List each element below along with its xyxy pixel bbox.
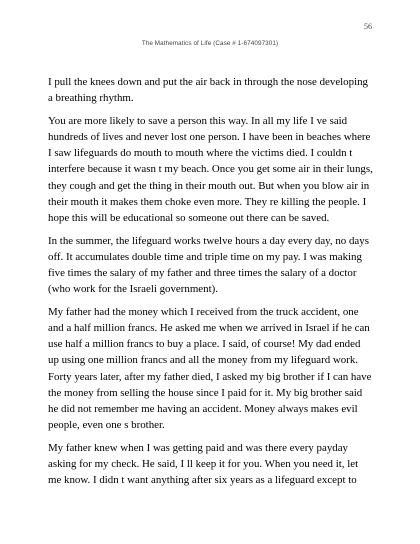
page-number: 56 [364, 22, 372, 31]
paragraph: I pull the knees down and put the air back in through the nose developing a breathing rhythm. [48, 76, 368, 105]
body-text [48, 74, 373, 495]
paragraph: My father knew when I was getting paid and was there every payday asking for my check. He said, I ll keep it for you. When you need it, let me know. I didn t want anything after six years as a lifeguard except to [48, 441, 359, 487]
running-header: The Mathematics of Life (Case # 1-674097301) [141, 40, 279, 47]
paragraph: My father had the money which I received from the truck accident, one and a half million francs. He asked me when we arrived in Israel if he can use half a million francs to buy a place. I said, of course! My dad ended up using one million francs and all the money from my lifeguard work. Forty years later, after my father died, I asked my big brother if I can have the money from selling the house since I paid for it. My big brother said he did not remember me having an accident. Money always makes evil people, even one s brother. [48, 305, 372, 432]
paragraph: In the summer, the lifeguard works twelve hours a day every day, no days off. It accumulates double time and triple time on my pay. I was making five times the salary of my father and three times the salary of a doctor (who work for the Israeli government). [48, 234, 369, 296]
paragraph: You are more likely to save a person this way. In all my life I ve said hundreds of lives and never lost one person. I have been in beaches where I saw lifeguards do mouth to mouth where the victims died. I couldn t interfere because it wasn t my beach. Once you get some air in their lungs, they cough and get the thing in their mouth out. But when you blow air in their mouth it makes them choke even more. They re killing the people. I hope this will be educational so someone out there can be saved. [48, 114, 373, 225]
